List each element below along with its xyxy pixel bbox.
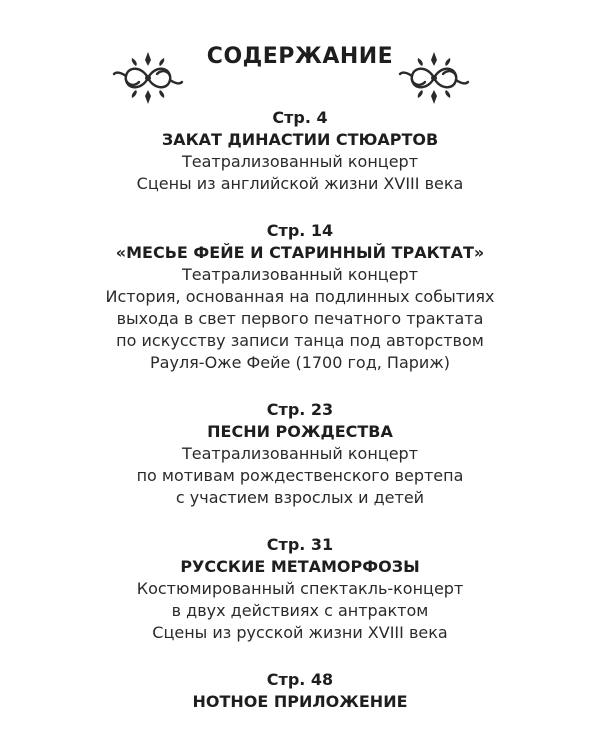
entry-description-line: по искусству записи танца под авторством — [116, 331, 484, 350]
page-number: Стр. 31 — [266, 535, 334, 554]
entry-description-line: по мотивам рождественского вертепа — [136, 466, 464, 485]
page-number: Стр. 14 — [266, 221, 334, 240]
entry-description-line: История, основанная на подлинных событиях — [105, 287, 495, 306]
page-number: Стр. 23 — [266, 400, 334, 419]
entry-title: РУССКИЕ МЕТАМОРФОЗЫ — [180, 557, 420, 576]
entry-title: НОТНОЕ ПРИЛОЖЕНИЕ — [192, 692, 408, 711]
contents-entry — [0, 668, 600, 713]
entry-description-line: Сцены из английской жизни XVIII века — [136, 174, 464, 193]
entry-description-line: Театрализованный концерт — [181, 265, 419, 284]
entry-description-line: с участием взрослых и детей — [175, 488, 425, 507]
entry-title: «МЕСЬЕ ФЕЙЕ И СТАРИННЫЙ ТРАКТАТ» — [115, 243, 485, 262]
entry-description-line: Театрализованный концерт — [181, 444, 419, 463]
scroll-ornament-icon — [398, 50, 470, 106]
entry-description-line: Костюмированный спектакль-концерт — [136, 579, 464, 598]
contents-entry — [0, 106, 600, 195]
page-title: СОДЕРЖАНИЕ — [206, 44, 394, 69]
entry-title: ЗАКАТ ДИНАСТИИ СТЮАРТОВ — [161, 130, 439, 149]
contents-entry — [0, 219, 600, 374]
entry-description-line: Сцены из русской жизни XVIII века — [152, 623, 448, 642]
entry-description-line: Театрализованный концерт — [181, 152, 419, 171]
contents-entry — [0, 533, 600, 644]
contents-list — [0, 106, 600, 737]
entry-description-line: выхода в свет первого печатного трактата — [116, 309, 484, 328]
entry-description-line: в двух действиях с антрактом — [171, 601, 429, 620]
contents-entry — [0, 398, 600, 509]
page-number: Стр. 48 — [266, 670, 334, 689]
entry-description-line: Рауля-Оже Фейе (1700 год, Париж) — [150, 353, 450, 372]
page-number: Стр. 4 — [272, 108, 328, 127]
entry-title: ПЕСНИ РОЖДЕСТВА — [207, 422, 393, 441]
